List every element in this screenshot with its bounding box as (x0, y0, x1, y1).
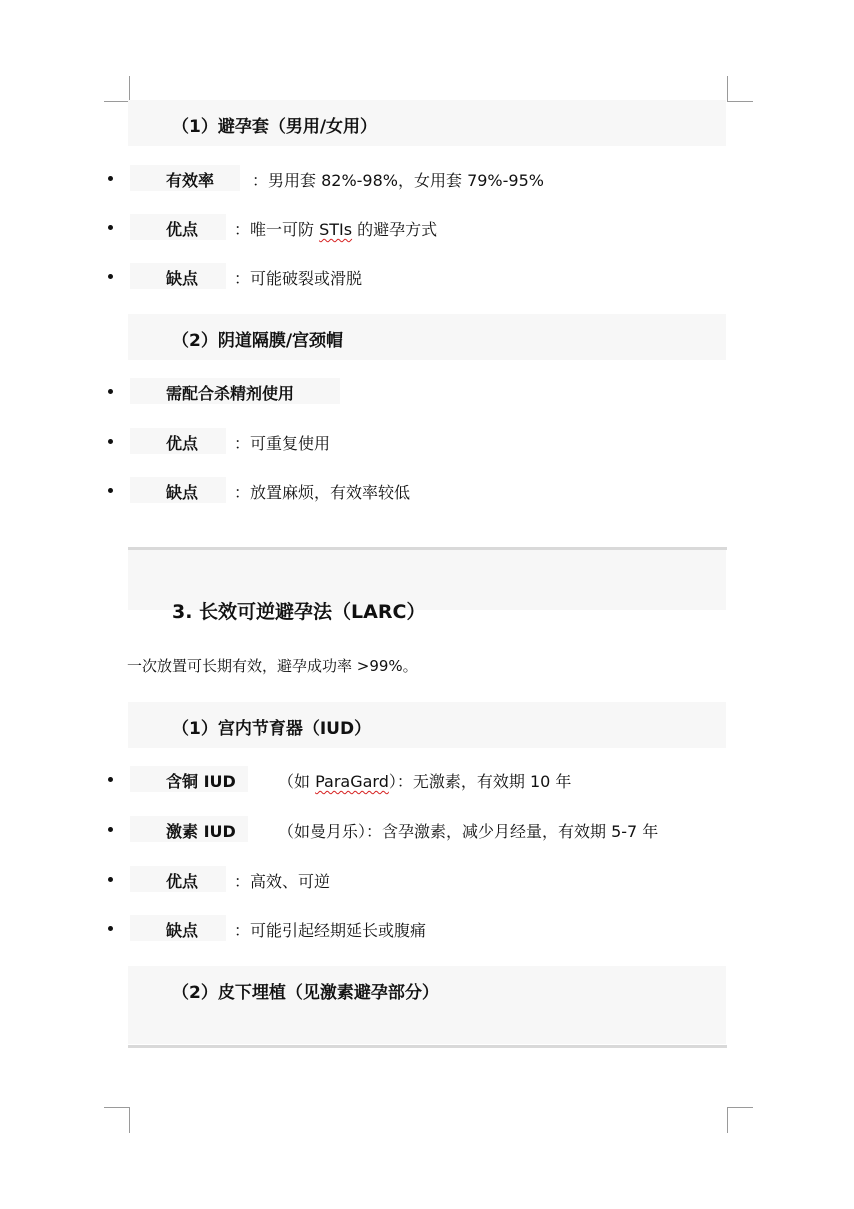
list-item (0, 816, 854, 844)
item-label: 优点 (166, 220, 199, 239)
crop-mark-bottom-right (727, 1107, 753, 1133)
crop-mark-top-left (104, 76, 130, 102)
item-text-after: ）：无激素，有效期 10 年 (388, 772, 572, 791)
item-text: ：男用套 82%-98%，女用套 79%-95% (252, 171, 544, 190)
crop-mark-bottom-left (104, 1107, 130, 1133)
condom-heading: （1）避孕套（男用/女用） (172, 117, 378, 137)
list-item (0, 915, 854, 943)
item-label: 有效率 (166, 171, 215, 190)
bullet-icon (108, 488, 113, 493)
implant-heading: （2）皮下埋植（见激素避孕部分） (172, 983, 439, 1003)
list-item (0, 766, 854, 794)
item-text-after: 的避孕方式 (352, 220, 438, 239)
list-item (0, 263, 854, 291)
list-item (0, 477, 854, 505)
item-label: 激素 IUD (166, 822, 236, 841)
item-label: 缺点 (166, 483, 199, 502)
diaphragm-heading-block (128, 314, 726, 360)
item-text (234, 217, 437, 240)
bullet-icon (108, 439, 113, 444)
item-text: （如曼月乐）：含孕激素，减少月经量，有效期 5-7 年 (278, 822, 659, 841)
iud-heading: （1）宫内节育器（IUD） (172, 719, 372, 739)
bullet-icon (108, 877, 113, 882)
bullet-icon (108, 274, 113, 279)
implant-heading-block (128, 966, 726, 1044)
bullet-icon (108, 827, 113, 832)
list-item (0, 428, 854, 456)
item-text: ：可重复使用 (234, 434, 331, 453)
item-text: ：可能引起经期延长或腹痛 (234, 921, 427, 940)
condom-heading-block (128, 100, 726, 146)
iud-heading-block (128, 702, 726, 748)
item-label: 含铜 IUD (166, 772, 236, 791)
item-label: 优点 (166, 872, 199, 891)
list-item (0, 214, 854, 242)
spellcheck-underlined-word: ParaGard (315, 772, 389, 791)
item-label: 缺点 (166, 269, 199, 288)
bullet-icon (108, 176, 113, 181)
list-item (0, 165, 854, 193)
bullet-icon (108, 926, 113, 931)
item-label: 缺点 (166, 921, 199, 940)
item-label: 需配合杀精剂使用 (166, 384, 295, 403)
section-divider (128, 1045, 727, 1048)
item-text: ：可能破裂或滑脱 (234, 269, 363, 288)
bullet-icon (108, 225, 113, 230)
list-item (0, 378, 854, 406)
bullet-icon (108, 389, 113, 394)
item-text (278, 769, 571, 792)
larc-intro: 一次放置可长期有效，避孕成功率 >99%。 (127, 657, 418, 675)
diaphragm-heading: （2）阴道隔膜/宫颈帽 (172, 331, 344, 351)
crop-mark-top-right (727, 76, 753, 102)
item-label: 优点 (166, 434, 199, 453)
spellcheck-underlined-word: STIs (319, 220, 353, 239)
item-text: ：高效、可逆 (234, 872, 331, 891)
list-item (0, 866, 854, 894)
item-text: ：放置麻烦，有效率较低 (234, 483, 411, 502)
bullet-icon (108, 777, 113, 782)
section-title: 3. 长效可逆避孕法（LARC） (172, 601, 426, 623)
item-text-before: ：唯一可防 (234, 220, 320, 239)
item-text-before: （如 (278, 772, 316, 791)
